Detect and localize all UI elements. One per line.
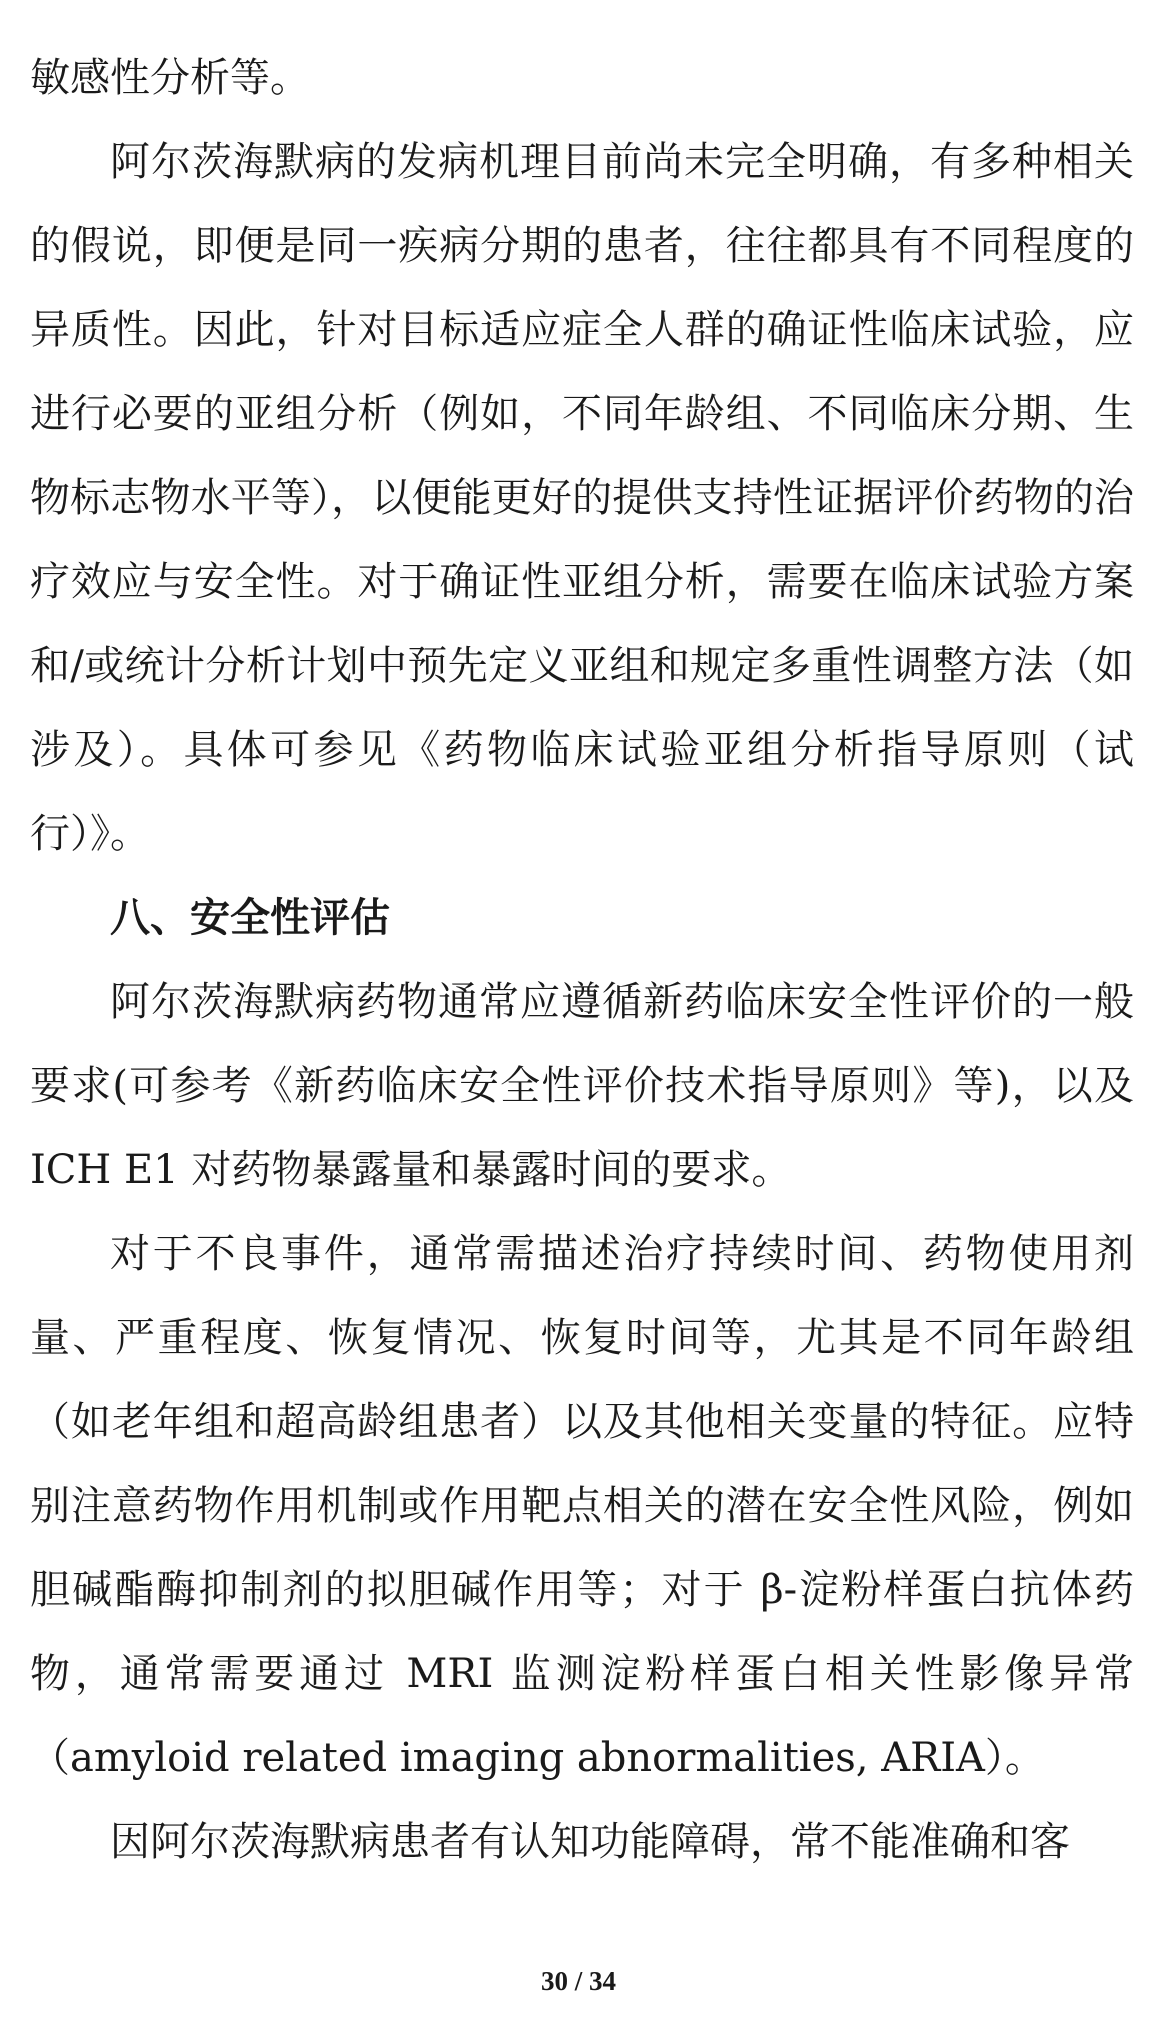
paragraph-adverse-events: 对于不良事件，通常需描述治疗持续时间、药物使用剂量、严重程度、恢复情况、恢复时间等，尤其是不同年龄组（如老年组和超高龄组患者）以及其他相关变量的特征。应特别注意药物作用机制或作用靶点相关的潜在安全性风险，例如胆碱酯酶抑制剂的拟胆碱作用等；对于 β-淀粉样蛋白抗体药物，通常需要通过 MRI 监测淀粉样蛋白相关性影像异常（amyloid related imaging abnormalities, ARIA）。 — [30, 1231, 1134, 1781]
paragraph-cognitive-impairment: 因阿尔茨海默病患者有认知功能障碍，常不能准确和客 — [110, 1819, 1070, 1865]
section-heading: 八、安全性评估 — [110, 895, 390, 941]
page-number: 30 / 34 — [540, 1966, 616, 1996]
paragraph-subgroup-analysis: 阿尔茨海默病的发病机理目前尚未完全明确，有多种相关的假说，即便是同一疾病分期的患者，往往都具有不同程度的异质性。因此，针对目标适应症全人群的确证性临床试验，应进行必要的亚组分析（例如，不同年龄组、不同临床分期、生物标志物水平等），以便能更好的提供支持性证据评价药物的治疗效应与安全性。对于确证性亚组分析，需要在临床试验方案和/或统计分析计划中预先定义亚组和规定多重性调整方法（如涉及）。具体可参见《药物临床试验亚组分析指导原则（试行）》。 — [30, 139, 1134, 857]
document-body — [30, 36, 1134, 1884]
paragraph-continuation: 敏感性分析等。 — [30, 55, 310, 101]
paragraph-safety-general: 阿尔茨海默病药物通常应遵循新药临床安全性评价的一般要求(可参考《新药临床安全性评价技术指导原则》等)，以及 ICH E1 对药物暴露量和暴露时间的要求。 — [30, 979, 1134, 1193]
